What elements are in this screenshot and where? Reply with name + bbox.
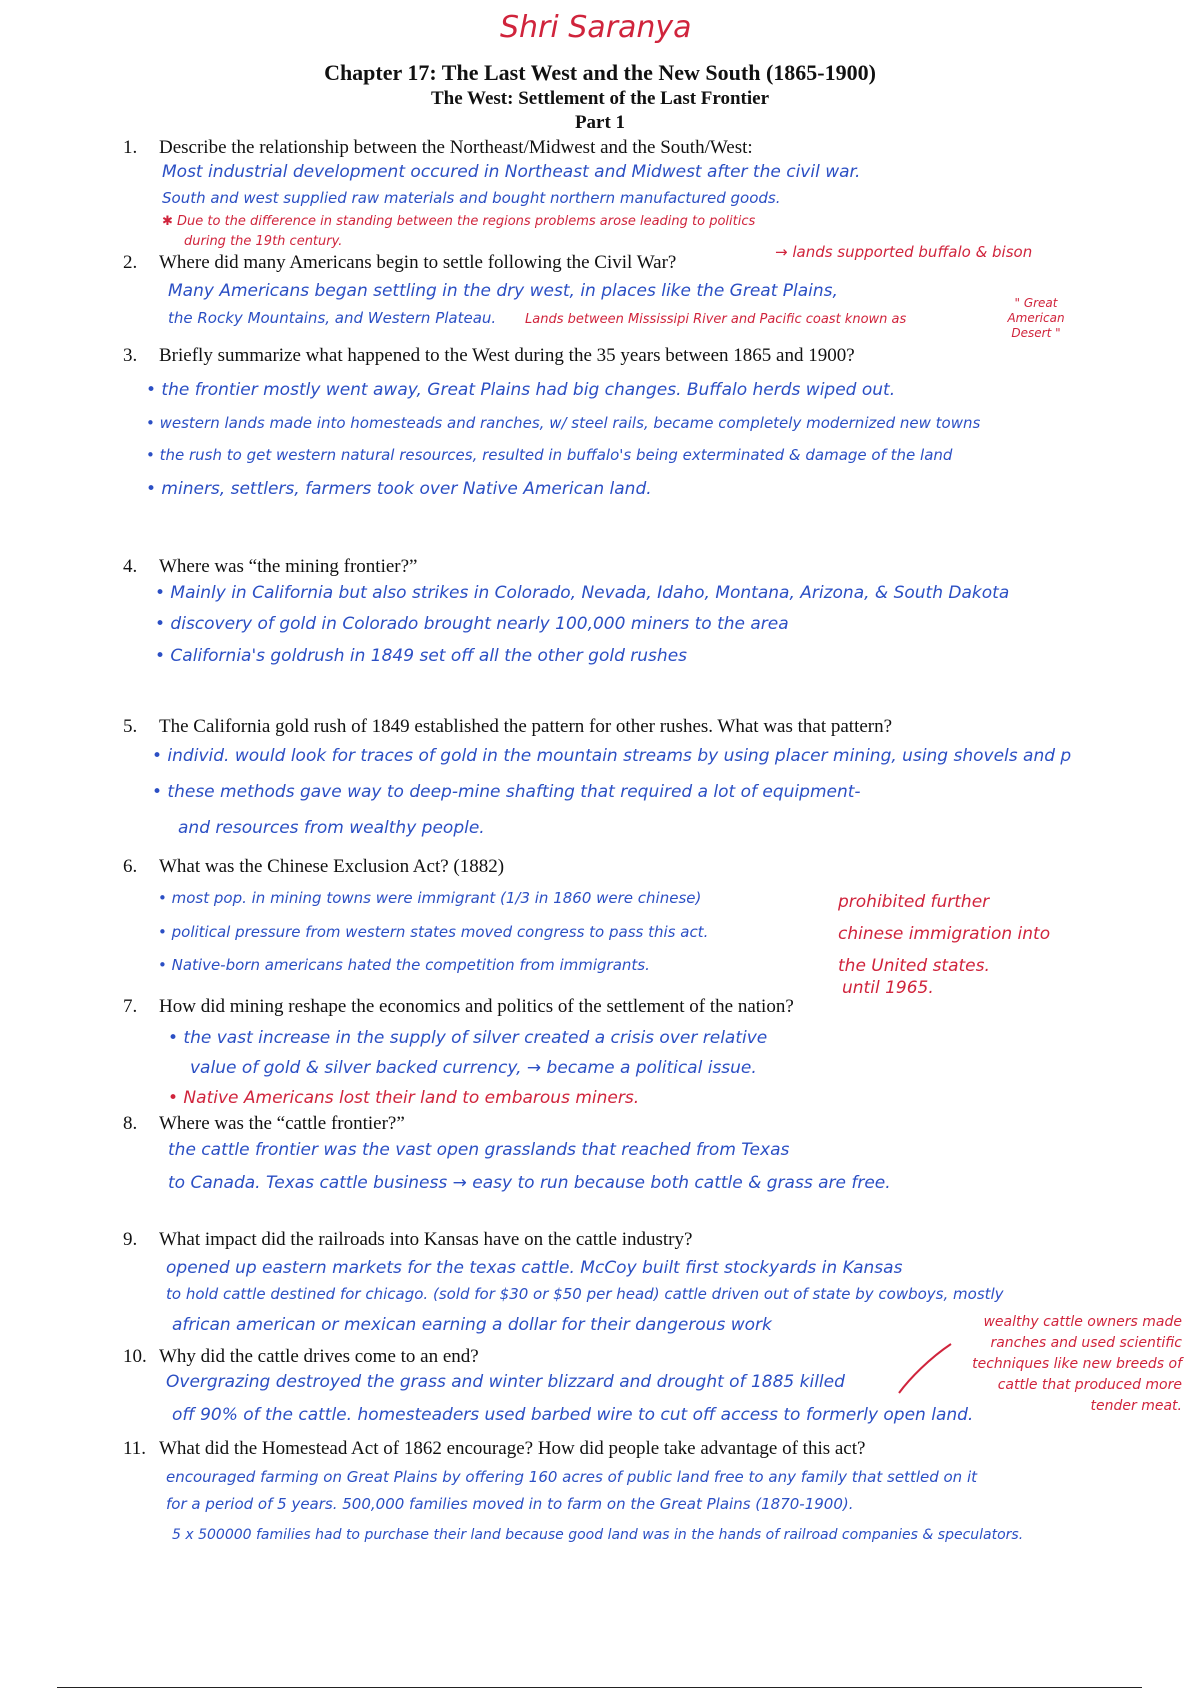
answer-line: to Canada. Texas cattle business → easy to run because both cattle & grass are free. bbox=[168, 1173, 891, 1193]
answer-line: • California's goldrush in 1849 set off all the other gold rushes bbox=[155, 646, 688, 666]
answer-note: until 1965. bbox=[842, 978, 934, 998]
answer-line: • miners, settlers, farmers took over Native American land. bbox=[146, 479, 652, 499]
annotation-arrow bbox=[895, 1338, 955, 1398]
answer-line: • the vast increase in the supply of silver created a crisis over relative bbox=[168, 1028, 768, 1048]
answer-line: • most pop. in mining towns were immigrant (1/3 in 1860 were chinese) bbox=[158, 889, 702, 907]
answer-note: Lands between Mississipi River and Pacific coast known as bbox=[525, 312, 907, 327]
student-name: Shri Saranya bbox=[500, 10, 692, 45]
answer-line: • the rush to get western natural resources, resulted in buffalo's being exterminated & damage of the land bbox=[146, 446, 953, 464]
question-4: 4. Where was “the mining frontier?” bbox=[123, 556, 418, 577]
answer-line: the cattle frontier was the vast open grasslands that reached from Texas bbox=[168, 1140, 790, 1160]
question-3: 3. Briefly summarize what happened to the West during the 35 years between 1865 and 1900? bbox=[123, 345, 855, 366]
answer-note: • Native Americans lost their land to embarous miners. bbox=[168, 1088, 640, 1108]
part-label: Part 1 bbox=[574, 112, 626, 133]
answer-line: • discovery of gold in Colorado brought nearly 100,000 miners to the area bbox=[155, 614, 789, 634]
answer-line: opened up eastern markets for the texas cattle. McCoy built first stockyards in Kansas bbox=[166, 1258, 903, 1278]
answer-line: and resources from wealthy people. bbox=[178, 818, 485, 838]
answer-note: prohibited further chinese immigration into the United states. bbox=[838, 892, 1051, 976]
question-2: 2. Where did many Americans begin to settle following the Civil War? bbox=[123, 252, 677, 273]
question-8: 8. Where was the “cattle frontier?” bbox=[123, 1113, 405, 1134]
answer-line: to hold cattle destined for chicago. (sold for $30 or $50 per head) cattle driven out of state by cowboys, mostly bbox=[166, 1285, 1004, 1303]
answer-note: " Great American Desert " bbox=[1007, 296, 1065, 340]
answer-note: ✱ Due to the difference in standing between the regions problems arose leading to politics bbox=[162, 214, 756, 229]
answer-line: • political pressure from western states moved congress to pass this act. bbox=[158, 923, 709, 941]
answer-note: wealthy cattle owners made ranches and used scientific techniques like new breeds of cattle that produced more tender meat. bbox=[972, 1314, 1182, 1414]
answer-line: 5 x 500000 families had to purchase their land because good land was in the hands of railroad companies & speculators. bbox=[172, 1527, 1024, 1543]
answer-line: off 90% of the cattle. homesteaders used barbed wire to cut off access to formerly open land. bbox=[172, 1405, 974, 1425]
answer-line: the Rocky Mountains, and Western Plateau. bbox=[168, 309, 497, 327]
question-9: 9. What impact did the railroads into Kansas have on the cattle industry? bbox=[123, 1229, 693, 1250]
answer-line: • Native-born americans hated the competition from immigrants. bbox=[158, 956, 650, 974]
question-6: 6. What was the Chinese Exclusion Act? (1882) bbox=[123, 856, 505, 877]
page-title: Chapter 17: The Last West and the New South (1865-1900) bbox=[324, 60, 876, 85]
question-11: 11. What did the Homestead Act of 1862 encourage? How did people take advantage of this act? bbox=[123, 1438, 866, 1459]
bottom-rule bbox=[57, 1687, 1142, 1688]
answer-line: • individ. would look for traces of gold in the mountain streams by using placer mining, using shovels and p bbox=[152, 746, 1072, 766]
answer-line: Overgrazing destroyed the grass and winter blizzard and drought of 1885 killed bbox=[166, 1372, 845, 1392]
answer-note: during the 19th century. bbox=[184, 234, 343, 249]
question-7: 7. How did mining reshape the economics and politics of the settlement of the nation? bbox=[123, 996, 794, 1017]
answer-line: • these methods gave way to deep-mine shafting that required a lot of equipment- bbox=[152, 782, 861, 802]
answer-line: South and west supplied raw materials and bought northern manufactured goods. bbox=[162, 189, 781, 207]
answer-note: → lands supported buffalo & bison bbox=[775, 243, 1033, 261]
answer-line: value of gold & silver backed currency, → became a political issue. bbox=[190, 1058, 757, 1078]
answer-line: Many Americans began settling in the dry west, in places like the Great Plains, bbox=[168, 281, 838, 301]
page-subtitle: The West: Settlement of the Last Frontier bbox=[430, 88, 770, 109]
question-1: 1. Describe the relationship between the Northeast/Midwest and the South/West: bbox=[123, 137, 753, 158]
answer-line: • western lands made into homesteads and ranches, w/ steel rails, became completely modernized new towns bbox=[146, 414, 981, 432]
answer-line: • Mainly in California but also strikes in Colorado, Nevada, Idaho, Montana, Arizona, & South Dakota bbox=[155, 583, 1010, 603]
answer-line: african american or mexican earning a dollar for their dangerous work bbox=[172, 1315, 772, 1335]
answer-line: encouraged farming on Great Plains by offering 160 acres of public land free to any family that settled on it bbox=[166, 1468, 978, 1486]
question-5: 5. The California gold rush of 1849 established the pattern for other rushes. What was that pattern? bbox=[123, 716, 893, 737]
answer-line: for a period of 5 years. 500,000 families moved in to farm on the Great Plains (1870-1900). bbox=[166, 1495, 854, 1513]
question-10: 10. Why did the cattle drives come to an end? bbox=[123, 1346, 479, 1367]
answer-line: Most industrial development occured in Northeast and Midwest after the civil war. bbox=[162, 162, 861, 182]
answer-line: • the frontier mostly went away, Great Plains had big changes. Buffalo herds wiped out. bbox=[146, 380, 896, 400]
